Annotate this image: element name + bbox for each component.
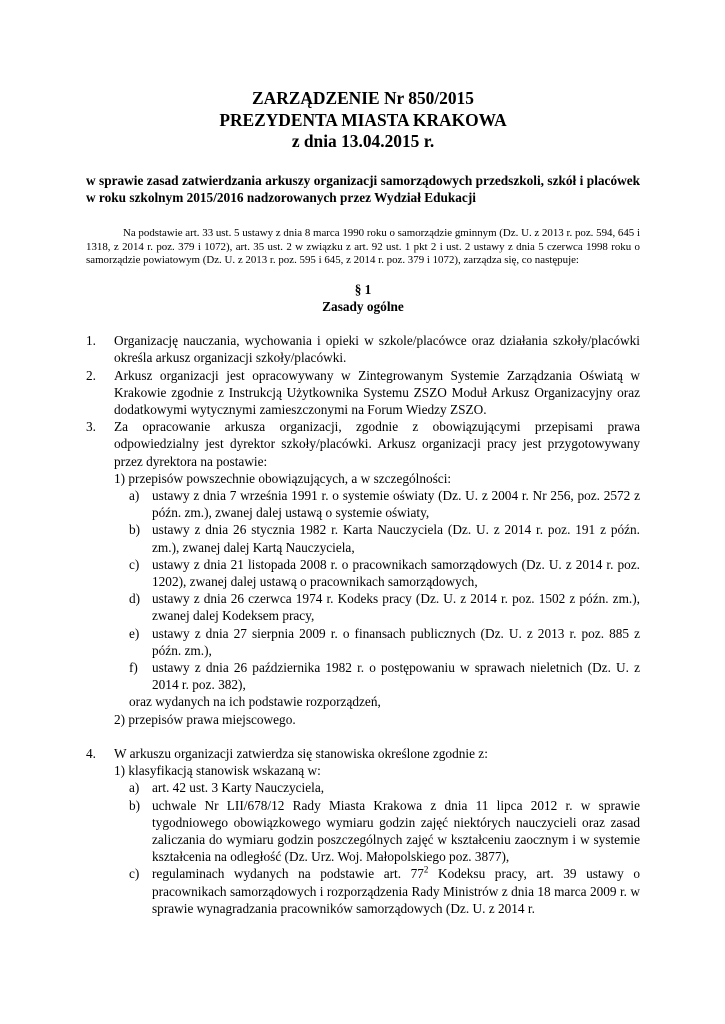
item-number: 2. — [86, 367, 96, 383]
letter-item-4-1c — [129, 865, 640, 917]
item-number: 1. — [86, 333, 96, 349]
letter-item-3-1d — [129, 590, 640, 624]
sub-item-3-1 — [114, 470, 640, 487]
ordinance-item-list — [86, 332, 640, 917]
document-title — [86, 88, 640, 153]
letter-marker: c) — [129, 556, 140, 572]
letter-text: ustawy z dnia 26 czerwca 1974 r. Kodeks pracy (Dz. U. z 2014 r. poz. 1502 z późn. zm.), zwanej dalej Kodeksem pracy, — [152, 591, 640, 624]
letter-marker: a) — [129, 487, 140, 503]
letter-marker: f) — [129, 659, 138, 675]
letter-marker: d) — [129, 591, 141, 607]
letter-text: ustawy z dnia 21 listopada 2008 r. o pracownikach samorządowych (Dz. U. z 2014 r. poz. 1202), zwanej dalej ustawą o pracownikach samorządowych, — [152, 556, 640, 589]
section-number: § 1 — [354, 281, 372, 297]
sub-item-3-1-closing: oraz wydanych na ich podstawie rozporządzeń, — [129, 694, 381, 710]
sub-item-4-1 — [114, 762, 640, 779]
letter-item-3-1c — [129, 556, 640, 590]
sub-item-text: przepisów prawa miejscowego. — [128, 711, 296, 727]
item-text: W arkuszu organizacji zatwierdza się stanowiska określone zgodnie z: — [114, 745, 488, 761]
letter-marker: c) — [129, 866, 140, 882]
list-item-2 — [86, 367, 640, 419]
letter-text: ustawy z dnia 26 października 1982 r. o postępowaniu w sprawach nieletnich (Dz. U. z 2014 r. poz. 382), — [152, 659, 640, 693]
letter-text: ustawy z dnia 27 sierpnia 2009 r. o finansach publicznych (Dz. U. z 2013 r. poz. 885 z późn. zm.), — [152, 625, 640, 658]
superscript-2: 2 — [423, 864, 429, 875]
letter-item-3-1f — [129, 659, 640, 693]
sub-item-text: przepisów powszechnie obowiązujących, a w szczególności: — [128, 470, 452, 486]
sub-item-label: 1) — [114, 470, 126, 486]
title-line-ordinance-number: ZARZĄDZENIE Nr 850/2015 — [252, 88, 474, 108]
letter-item-3-1b — [129, 521, 640, 555]
letter-item-3-1e — [129, 625, 640, 659]
legal-basis-preamble: Na podstawie art. 33 ust. 5 ustawy z dnia 8 marca 1990 roku o samorządzie gminnym (Dz. U. z 2013 r. poz. 594, 645 i 1318, z 2014 r. poz. 379 i 1072), art. 35 ust. 2 w związku z art. 92 ust. 1 pkt 2 i ust. 2 ustawy z dnia 5 czerwca 1998 roku o samorządzie powiatowym (Dz. U. z 2013 r. poz. 595 i 645, z 2014 r. poz. 379 i 1072), zarządza się, co następuje: — [86, 226, 640, 267]
letter-item-4-1b — [129, 797, 640, 866]
item-number: 3. — [86, 419, 96, 435]
sub-item-label: 1) — [114, 763, 126, 779]
sub-item-label: 2) — [114, 711, 126, 727]
item-text: Organizację nauczania, wychowania i opieki w szkole/placówce oraz działania szkoły/placówki określa arkusz organizacji szkoły/placówki. — [114, 333, 640, 366]
title-line-date: z dnia 13.04.2015 r. — [291, 131, 435, 151]
sub-item-text: klasyfikacją stanowisk wskazaną w: — [128, 763, 321, 779]
item-number: 4. — [86, 745, 96, 761]
letter-text: uchwale Nr LII/678/12 Rady Miasta Krakowa z dnia 11 lipca 2012 r. w sprawie tygodniowego obowiązkowego wymiaru godzin zajęć niektórych nauczycieli oraz zasad zaliczania do wymiaru godzin poszczególnych zajęć w kształceniu zaocznym i w systemie kształcenia na odległość (Dz. Urz. Woj. Małopolskiego poz. 3877), — [152, 797, 640, 865]
letter-text-post: Kodeksu pracy, art. 39 ustawy o pracownikach samorządowych i rozporządzenia Rady Ministrów z dnia 18 marca 2009 r. w sprawie wynagradzania pracowników samorządowych (Dz. U. z 2014 r. — [152, 866, 640, 916]
letter-marker: e) — [129, 625, 140, 641]
letter-marker: b) — [129, 522, 141, 538]
letter-marker: a) — [129, 780, 140, 796]
list-item-1 — [86, 332, 640, 366]
list-item-3 — [86, 418, 640, 728]
sub-item-3-2 — [114, 711, 640, 728]
letter-text: art. 42 ust. 3 Karty Nauczyciela, — [152, 780, 325, 796]
section-title: Zasady ogólne — [322, 298, 404, 314]
document-subject: w sprawie zasad zatwierdzania arkuszy organizacji samorządowych przedszkoli, szkół i placówek w roku szkolnym 2015/2016 nadzorowanych przez Wydział Edukacji — [86, 172, 640, 205]
item-text: Arkusz organizacji jest opracowywany w Zintegrowanym Systemie Zarządzania Oświatą w Krakowie zgodnie z Instrukcją Użytkownika Systemu ZSZO Moduł Arkusz Organizacyjny oraz dodatkowymi wytycznymi zamieszczonymi na Forum Wiedzy ZSZO. — [114, 367, 640, 417]
letter-text-pre: regulaminach wydanych na podstawie art. 77 — [152, 866, 424, 882]
letter-text: ustawy z dnia 26 stycznia 1982 r. Karta Nauczyciela (Dz. U. z 2014 r. poz. 191 z późn. zm.), zwanej dalej Kartą Nauczyciela, — [152, 522, 640, 555]
letter-marker: b) — [129, 797, 141, 813]
section-heading — [86, 281, 640, 315]
letter-item-4-1a — [129, 779, 640, 796]
list-item-4 — [86, 745, 640, 917]
item-text: Za opracowanie arkusza organizacji, zgodnie z obowiązującymi przepisami prawa odpowiedzialny jest dyrektor szkoły/placówki. Arkusz organizacji pracy jest przygotowywany przez dyrektora na postawie: — [114, 419, 640, 469]
title-line-authority: PREZYDENTA MIASTA KRAKOWA — [219, 109, 507, 130]
letter-text: ustawy z dnia 7 września 1991 r. o systemie oświaty (Dz. U. z 2004 r. Nr 256, poz. 2572 z późn. zm.), zwanej dalej ustawą o systemie oświaty, — [152, 487, 640, 521]
letter-item-3-1a — [129, 487, 640, 521]
